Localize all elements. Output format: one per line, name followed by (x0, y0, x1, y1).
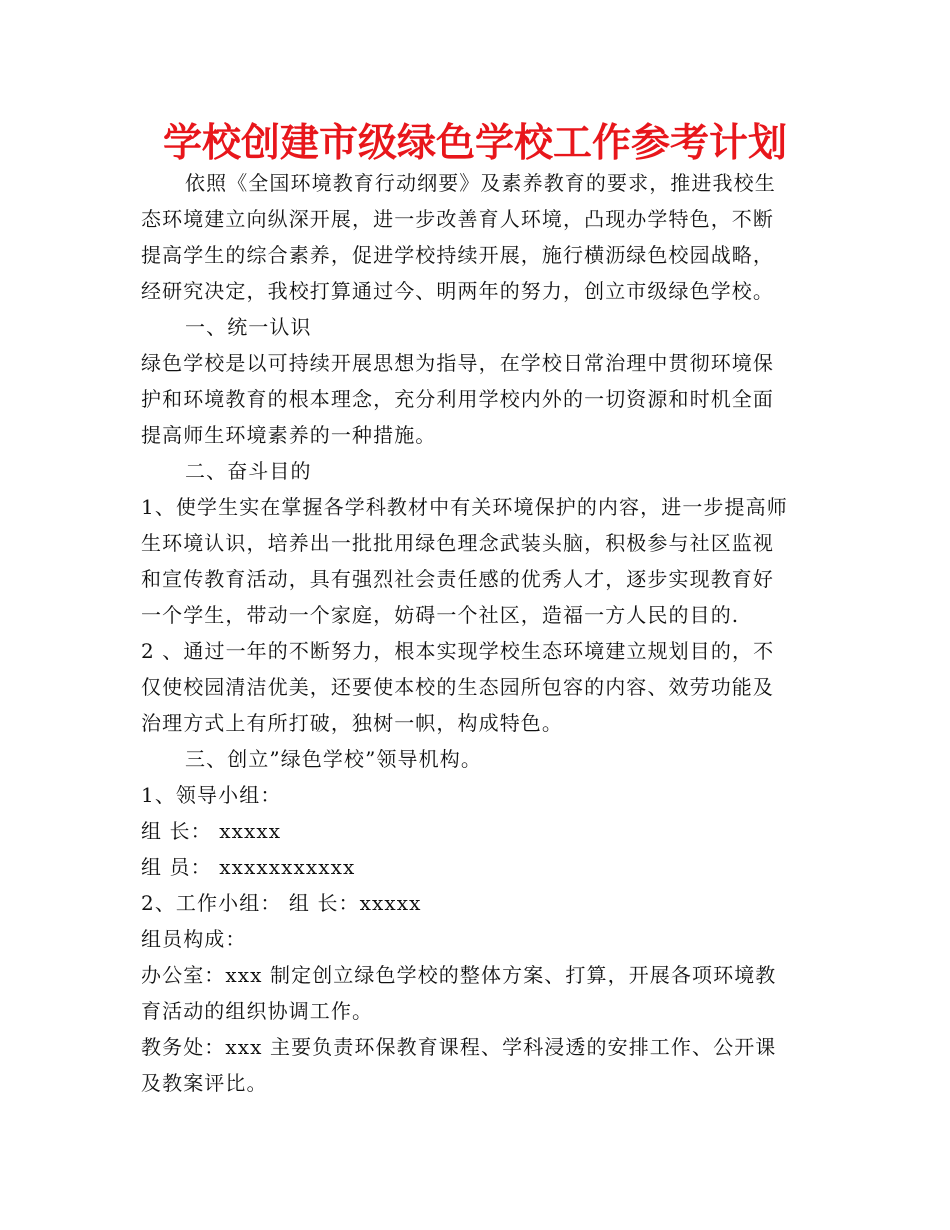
paragraph-line: 一个学生，带动一个家庭，妨碍一个社区，造福一方人民的目的. (141, 603, 740, 627)
paragraph-line: 绿色学校是以可持续开展思想为指导，在学校日常治理中贯彻环境保 (141, 351, 774, 375)
paragraph-line: 和宣传教育活动，具有强烈社会责任感的优秀人才，逐步实现教育好 (141, 567, 774, 591)
document-title: 学校创建市级绿色学校工作参考计划 (162, 121, 787, 166)
paragraph-line: 依照《全国环境教育行动纲要》及素养教育的要求，推进我校生 (185, 171, 776, 195)
paragraph-line: 办公室：xxx 制定创立绿色学校的整体方案、打算，开展各项环境教 (141, 963, 777, 987)
paragraph-line: 经研究决定，我校打算通过今、明两年的努力，创立市级绿色学校。 (141, 279, 774, 303)
paragraph-line: 1、使学生实在掌握各学科教材中有关环境保护的内容，进一步提高师 (141, 495, 788, 519)
section-heading: 一、统一认识 (185, 315, 312, 339)
paragraph-line: 育活动的组织协调工作。 (141, 999, 374, 1023)
paragraph-line: 组员构成： (141, 927, 247, 951)
paragraph-line: 2、工作小组： 组 长：xxxxx (141, 891, 422, 915)
section-heading: 二、奋斗目的 (185, 459, 312, 483)
paragraph-line: 仅使校园清洁优美，还要使本校的生态园所包容的内容、效劳功能及 (141, 675, 774, 699)
paragraph-line: 1、领导小组： (141, 783, 282, 807)
paragraph-line: 组 员： xxxxxxxxxxx (141, 855, 356, 879)
paragraph-line: 2 、通过一年的不断努力，根本实现学校生态环境建立规划目的，不 (141, 639, 775, 663)
section-heading: 三、创立”绿色学校”领导机构。 (185, 747, 482, 771)
paragraph-line: 态环境建立向纵深开展，进一步改善育人环境，凸现办学特色，不断 (141, 207, 774, 231)
paragraph-line: 护和环境教育的根本理念，充分利用学校内外的一切资源和时机全面 (141, 387, 774, 411)
paragraph-line: 治理方式上有所打破，独树一帜，构成特色。 (141, 711, 563, 735)
paragraph-line: 及教案评比。 (141, 1071, 268, 1095)
document-body (141, 165, 811, 1101)
paragraph-line: 教务处：xxx 主要负责环保教育课程、学科浸透的安排工作、公开课 (141, 1035, 777, 1059)
paragraph-line: 组 长： xxxxx (141, 819, 282, 843)
paragraph-line: 生环境认识，培养出一批批用绿色理念武装头脑，积极参与社区监视 (141, 531, 774, 555)
paragraph-line: 提高学生的综合素养，促进学校持续开展，施行横沥绿色校园战略， (141, 243, 774, 267)
paragraph-line: 提高师生环境素养的一种措施。 (141, 423, 437, 447)
